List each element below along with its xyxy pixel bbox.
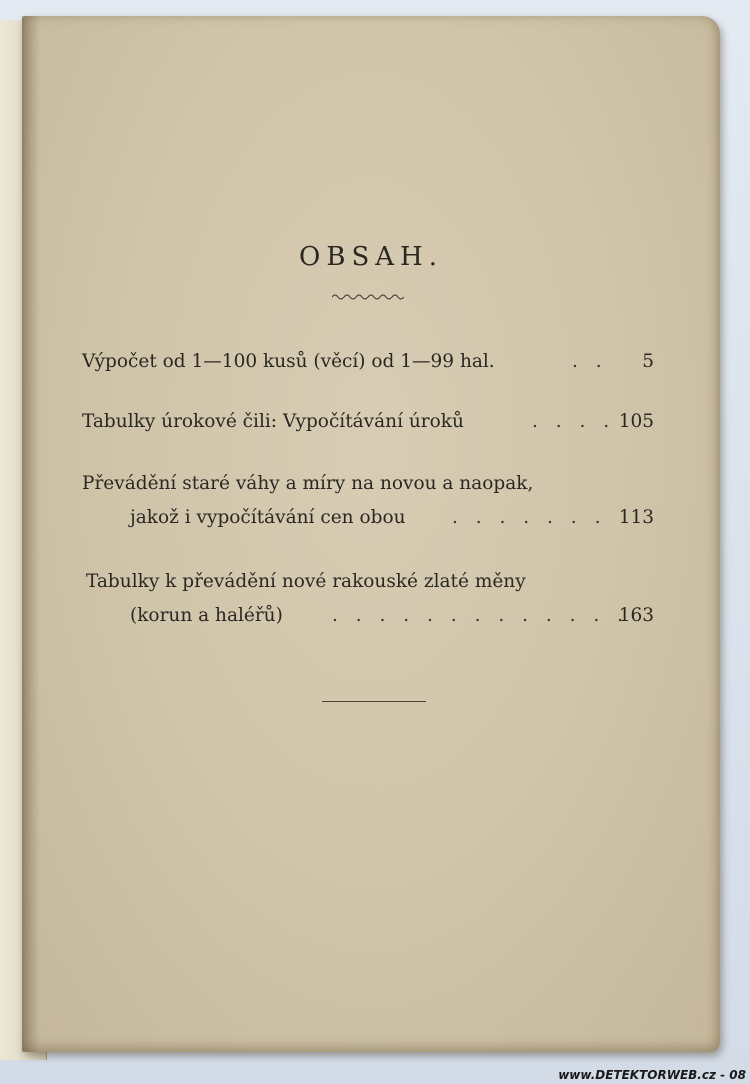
leader-dots: . . . . . . . <box>452 507 607 528</box>
book-page <box>22 16 720 1052</box>
leader-dots: . . . . <box>532 411 616 432</box>
toc-entry <box>82 571 654 633</box>
wavy-ornament-icon <box>332 292 404 302</box>
leader-dots: . . <box>572 351 608 372</box>
toc-entry <box>82 411 654 439</box>
toc-entry-title: Tabulky k převádění nové rakouské zlaté měny <box>86 571 526 592</box>
watermark: www.DETEKTORWEB.cz - 08 <box>558 1068 746 1082</box>
closing-rule <box>322 701 426 702</box>
toc-entry-title: Převádění staré váhy a míry na novou a naopak, <box>82 473 534 494</box>
leader-dots: . . . . . . . . . . . . . <box>332 605 630 626</box>
toc-entry-title-continued: jakož i vypočítávání cen obou <box>130 507 406 528</box>
toc-page-number: 113 <box>618 507 654 528</box>
toc-page-number: 5 <box>642 351 654 372</box>
toc-entry-title-continued: (korun a haléřů) <box>130 605 283 626</box>
page-title: OBSAH. <box>299 242 443 272</box>
toc-entry <box>82 351 654 379</box>
toc-entry-title: Tabulky úrokové čili: Vypočítávání úroků <box>82 411 464 432</box>
toc-page-number: 105 <box>618 411 654 432</box>
toc-entry-title: Výpočet od 1—100 kusů (věcí) od 1—99 hal. <box>82 351 495 372</box>
toc-page-number: 163 <box>618 605 654 626</box>
toc-entry <box>82 473 654 535</box>
